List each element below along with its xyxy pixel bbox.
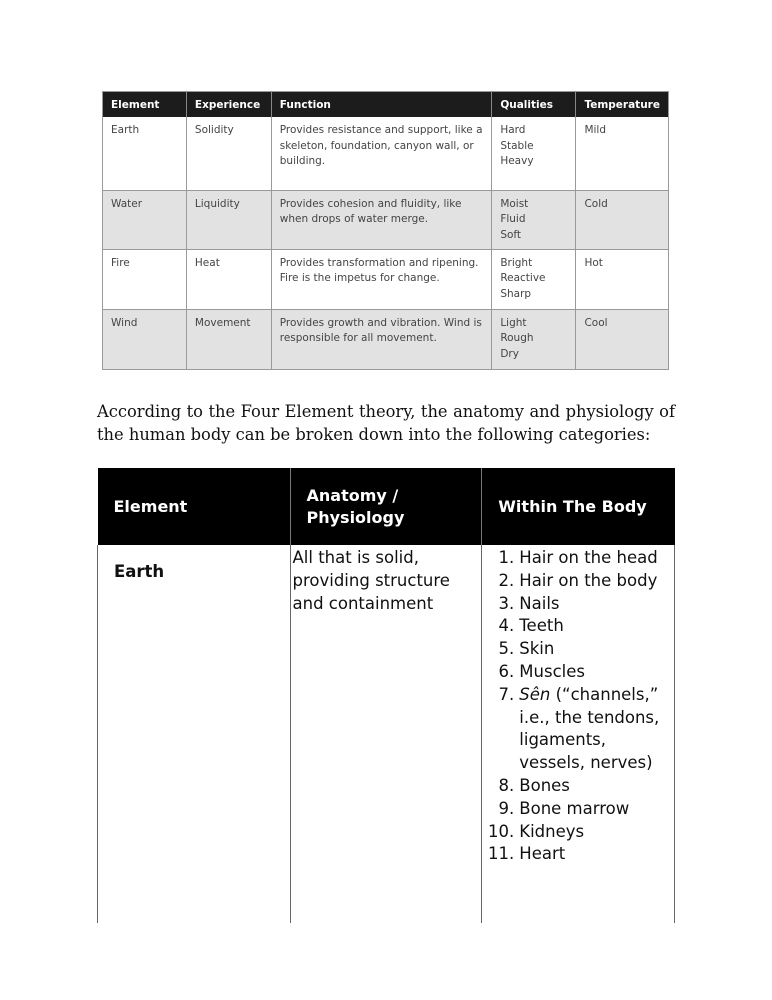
- list-item: 7. Sên (“channels,” i.e., the tendons, ligaments, vessels, nerves): [498, 684, 660, 773]
- cell-experience: Heat: [186, 249, 271, 309]
- table-row: [103, 249, 669, 309]
- cell-element: Wind: [103, 309, 187, 369]
- cell-function: Provides transformation and ripening. Fire is the impetus for change.: [271, 249, 492, 309]
- intro-paragraph: According to the Four Element theory, the anatomy and physiology of the human body can be broken down into the following categories:: [97, 402, 675, 444]
- cell-qualities: [492, 249, 576, 309]
- quality: Heavy: [500, 155, 534, 167]
- header-temperature: Temperature: [576, 92, 669, 118]
- list-item: 11. Heart: [488, 844, 566, 864]
- quality: Fluid: [500, 213, 526, 225]
- cell-temperature: Cool: [576, 309, 669, 369]
- elements-table: [102, 91, 669, 370]
- header-experience: Experience: [186, 92, 271, 118]
- header-anatomy: Anatomy / Physiology: [290, 468, 482, 545]
- cell-body-parts: [482, 545, 675, 923]
- elements-table-header: [103, 92, 669, 118]
- table-row: [103, 190, 669, 249]
- list-item: 1. Hair on the head: [498, 548, 658, 567]
- list-item: 5. Skin: [498, 639, 555, 659]
- table-row: [103, 117, 669, 190]
- body-parts-list: [482, 547, 674, 866]
- cell-element: Water: [103, 190, 187, 249]
- list-item: 10. Kidneys: [488, 821, 585, 841]
- quality: Sharp: [500, 287, 532, 300]
- cell-function: Provides growth and vibration. Wind is responsible for all movement.: [271, 309, 492, 369]
- body-table-header: [98, 468, 675, 545]
- header-element: Element: [103, 92, 187, 118]
- quality: Bright: [500, 256, 533, 269]
- cell-anatomy: All that is solid, providing structure and containment: [290, 545, 482, 923]
- header-function: Function: [271, 92, 492, 118]
- quality: Soft: [500, 228, 522, 241]
- cell-experience: Solidity: [186, 117, 271, 190]
- quality: Moist: [500, 197, 529, 210]
- table-row: [98, 545, 675, 923]
- cell-element: Fire: [103, 249, 187, 309]
- header-within-body: Within The Body: [482, 468, 675, 545]
- list-item: 9. Bone marrow: [498, 798, 630, 818]
- cell-function: Provides cohesion and fluidity, like when drops of water merge.: [271, 190, 492, 249]
- list-item: 2. Hair on the body: [498, 570, 658, 590]
- cell-temperature: Cold: [576, 190, 669, 249]
- quality: Reactive: [500, 272, 546, 284]
- cell-temperature: Hot: [576, 249, 669, 309]
- list-item: 6. Muscles: [498, 661, 585, 681]
- table-row: [103, 309, 669, 369]
- header-qualities: Qualities: [492, 92, 576, 118]
- list-item: 3. Nails: [498, 593, 560, 613]
- cell-element: Earth: [103, 117, 187, 190]
- cell-experience: Liquidity: [186, 190, 271, 249]
- quality: Rough: [500, 332, 534, 344]
- list-item: 4. Teeth: [498, 616, 564, 636]
- quality: Hard: [500, 124, 526, 136]
- cell-element: Earth: [98, 545, 291, 923]
- body-categories-table: [97, 468, 675, 923]
- quality: Stable: [500, 139, 534, 152]
- quality: Dry: [500, 347, 519, 360]
- header-element: Element: [98, 468, 291, 545]
- cell-temperature: Mild: [576, 117, 669, 190]
- cell-experience: Movement: [186, 309, 271, 369]
- cell-qualities: [492, 117, 576, 190]
- cell-qualities: [492, 190, 576, 249]
- list-item: 8. Bones: [498, 775, 570, 795]
- cell-qualities: [492, 309, 576, 369]
- quality: Light: [500, 316, 527, 329]
- cell-function: Provides resistance and support, like a skeleton, foundation, canyon wall, or building.: [271, 117, 492, 190]
